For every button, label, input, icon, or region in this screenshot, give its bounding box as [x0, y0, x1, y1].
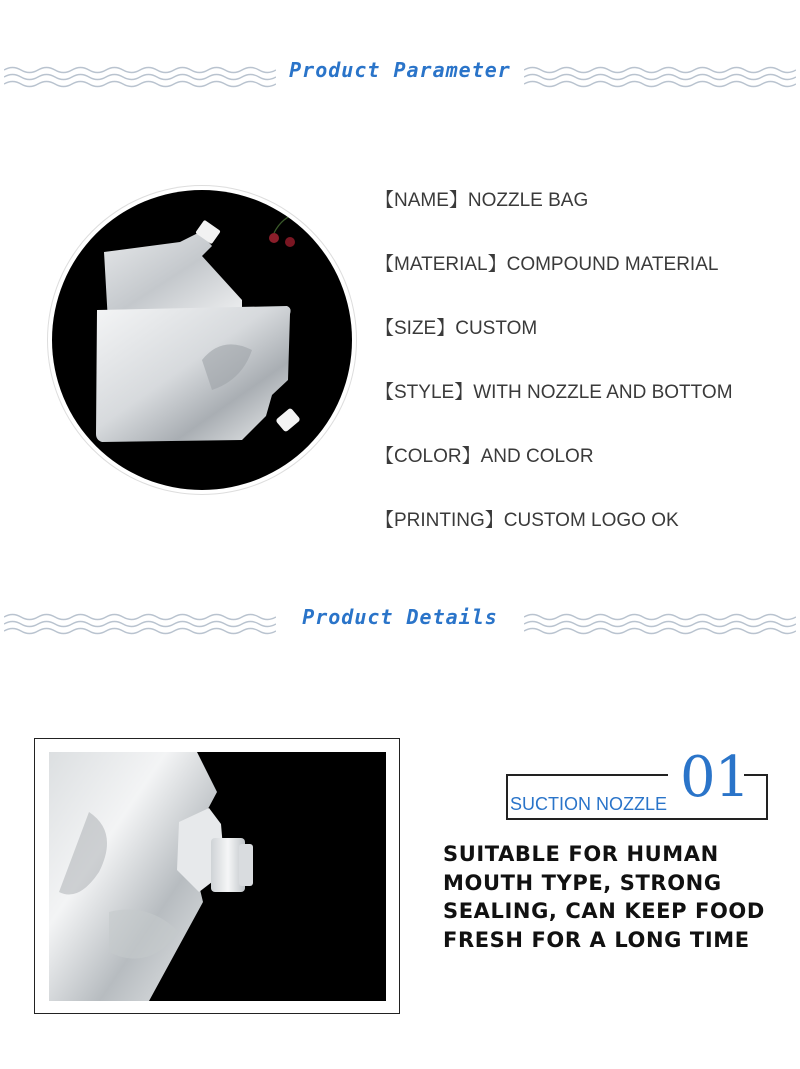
- product-details-header: [0, 605, 800, 645]
- label-box-border-left: [506, 774, 668, 776]
- section-title: Product Parameter: [289, 58, 511, 82]
- detail-photo: [49, 752, 386, 1001]
- param-style: [375, 380, 733, 444]
- section-title: Product Details: [302, 605, 498, 629]
- product-photo: [52, 190, 352, 490]
- detail-description: SUITABLE FOR HUMAN MOUTH TYPE, STRONG SEALING, CAN KEEP FOOD FRESH FOR A LONG TIME: [443, 842, 765, 952]
- product-parameter-header: [0, 58, 800, 98]
- param-key: 【COLOR】: [375, 446, 481, 467]
- param-printing: [375, 508, 733, 572]
- detail-label-box: [506, 745, 768, 820]
- param-key: 【NAME】: [375, 190, 468, 211]
- param-material: [375, 252, 733, 316]
- param-value: CUSTOM LOGO OK: [503, 510, 679, 531]
- param-key: 【MATERIAL】: [375, 254, 507, 275]
- detail-photo-frame: [34, 738, 400, 1014]
- param-key: 【STYLE】: [375, 382, 474, 403]
- param-value: AND COLOR: [480, 446, 594, 467]
- param-value: CUSTOM: [455, 318, 538, 339]
- param-value: WITH NOZZLE AND BOTTOM: [473, 382, 733, 403]
- param-value: COMPOUND MATERIAL: [506, 254, 719, 275]
- parameter-list: [375, 188, 733, 572]
- param-key: 【SIZE】: [375, 318, 456, 339]
- param-color: [375, 444, 733, 508]
- spout-pouch-illustration: [52, 190, 352, 490]
- param-key: 【PRINTING】: [375, 510, 504, 531]
- param-value: NOZZLE BAG: [467, 190, 589, 211]
- wave-divider-right-icon: [524, 611, 796, 637]
- detail-label: SUCTION NOZZLE: [510, 794, 668, 814]
- param-name: [375, 188, 733, 252]
- detail-number: 01: [680, 745, 750, 810]
- nozzle-closeup-illustration: [49, 752, 386, 1001]
- param-size: [375, 316, 733, 380]
- wave-divider-right-icon: [524, 64, 796, 90]
